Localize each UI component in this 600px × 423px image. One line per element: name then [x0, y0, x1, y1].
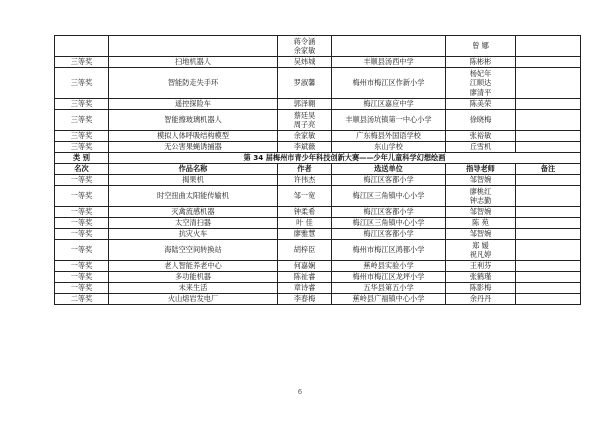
table-cell: 多功能机器 [109, 272, 278, 283]
table-cell: 一等奖 [55, 207, 109, 218]
table-cell: 张裕敏 [446, 131, 516, 142]
cell-line: 蒋令涵 [293, 36, 316, 46]
table-cell [516, 57, 581, 68]
table-cell: 梅江区三角镇中心小学 [332, 186, 446, 207]
table-cell: 东山学校 [332, 142, 446, 153]
table-cell [516, 207, 581, 218]
table-row [55, 131, 581, 142]
table-cell [516, 272, 581, 283]
cell-line: 江顺达 [469, 78, 492, 88]
table-row [55, 272, 581, 283]
table-cell: 时空扭曲太阳能传输机 [109, 186, 278, 207]
header-teacher: 指导老师 [446, 164, 516, 175]
table-cell: 徐晓梅 [446, 110, 516, 131]
table-cell: 蕉岭县实验小学 [332, 261, 446, 272]
table-cell [278, 110, 332, 131]
table-cell: 陈影梅 [446, 283, 516, 294]
table-cell: 丘雪机 [446, 142, 516, 153]
table-row [55, 57, 581, 68]
cell-line: 周子亮 [293, 120, 316, 129]
table-cell: 陈彬彬 [446, 57, 516, 68]
table-cell: 李春梅 [278, 294, 332, 305]
header-author: 作者 [278, 164, 332, 175]
cell-line: 钟志勤 [469, 196, 492, 205]
table-cell: 未来生活 [109, 283, 278, 294]
table-cell: 丰顺县汤坑镇第一中心小学 [332, 110, 446, 131]
table-cell [109, 36, 278, 57]
table-cell: 余丹丹 [446, 294, 516, 305]
table-cell [516, 99, 581, 110]
table-cell: 许伟杰 [278, 175, 332, 186]
section-title: 第 34 届梅州市青少年科技创新大赛——少年儿童科学幻想绘画 [109, 153, 581, 164]
table-cell: 海陆空空间转换站 [109, 240, 278, 261]
table-cell [446, 68, 516, 99]
table-row [55, 261, 581, 272]
table-cell [516, 36, 581, 57]
table-cell [516, 261, 581, 272]
header-unit: 选送单位 [332, 164, 446, 175]
table-cell [516, 283, 581, 294]
table-cell: 余家敏 [278, 131, 332, 142]
table-cell: 太空清扫器 [109, 218, 278, 229]
table-cell: 一等奖 [55, 218, 109, 229]
table-cell: 一等奖 [55, 240, 109, 261]
cell-line: 杨妃年 [469, 68, 492, 78]
table-cell: 陈 苑 [446, 218, 516, 229]
table-cell: 五华县第五小学 [332, 283, 446, 294]
table-cell: 火山熔岩发电厂 [109, 294, 278, 305]
table-cell: 梅江区客都小学 [332, 229, 446, 240]
table-cell: 梅州市梅江区龙坪小学 [332, 272, 446, 283]
table-row [55, 229, 581, 240]
table-header-row [55, 164, 581, 175]
table-cell: 章诗睿 [278, 283, 332, 294]
table-cell: 一等奖 [55, 175, 109, 186]
table-cell: 扫地机器人 [109, 57, 278, 68]
table-cell: 曾 娜 [446, 36, 516, 57]
table-row [55, 36, 581, 57]
table-cell [516, 294, 581, 305]
table-cell: 郭泽翱 [278, 99, 332, 110]
table-cell: 叶 佳 [278, 218, 332, 229]
table-cell: 三等奖 [55, 131, 109, 142]
table-cell: 老人智能养老中心 [109, 261, 278, 272]
table-cell: 灭禽流感机器 [109, 207, 278, 218]
table-cell [516, 218, 581, 229]
table-cell: 一等奖 [55, 261, 109, 272]
cell-line: 廖桃红 [469, 186, 492, 196]
table-cell: 一等奖 [55, 229, 109, 240]
table-row [55, 294, 581, 305]
table-cell [516, 131, 581, 142]
table-cell: 梅江区客都小学 [332, 175, 446, 186]
awards-table [54, 35, 581, 305]
header-remark: 备注 [516, 164, 581, 175]
table-cell: 邹智婉 [446, 229, 516, 240]
table-cell: 遥控探险车 [109, 99, 278, 110]
table-cell [332, 36, 446, 57]
table-cell [516, 175, 581, 186]
table-cell [516, 68, 581, 99]
table-cell: 广东梅县外国语学校 [332, 131, 446, 142]
table-cell [446, 240, 516, 261]
table-cell: 梅州市梅江区作新小学 [332, 68, 446, 99]
table-row [55, 240, 581, 261]
table-cell: 何嘉娴 [278, 261, 332, 272]
table-cell: 钟柔希 [278, 207, 332, 218]
table-cell: 一等奖 [55, 186, 109, 207]
table-row [55, 68, 581, 99]
table-cell: 一等奖 [55, 272, 109, 283]
table-cell: 陈祉睿 [278, 272, 332, 283]
table-cell: 梅州市梅江区鸿都小学 [332, 240, 446, 261]
table-cell: 抗灾火车 [109, 229, 278, 240]
table-cell: 丰顺县汤西中学 [332, 57, 446, 68]
table-cell: 胡梓臣 [278, 240, 332, 261]
table-cell: 智能擦玻璃机器人 [109, 110, 278, 131]
table-cell: 邹智婉 [446, 207, 516, 218]
section-band [55, 153, 581, 164]
table-cell: 智能防走失手环 [109, 68, 278, 99]
table-cell [516, 186, 581, 207]
table-cell: 三等奖 [55, 68, 109, 99]
table-row [55, 207, 581, 218]
table-cell: 王利芬 [446, 261, 516, 272]
cell-line: 廖清平 [469, 87, 492, 97]
table-cell: 张鹤瑾 [446, 272, 516, 283]
page-number: 6 [297, 388, 303, 396]
table-cell: 梅江区三角镇中心小学 [332, 218, 446, 229]
table-cell: 梅江区客都小学 [332, 207, 446, 218]
table-cell: 廖雅慧 [278, 229, 332, 240]
table-cell [516, 240, 581, 261]
table-cell: 吴炜城 [278, 57, 332, 68]
table-cell [516, 142, 581, 153]
table-cell: 一等奖 [55, 283, 109, 294]
table-cell: 无公害果蝇诱捕器 [109, 142, 278, 153]
table-cell [516, 110, 581, 131]
table-cell: 揭果机 [109, 175, 278, 186]
category-label: 类 别 [55, 153, 109, 164]
table-cell [278, 36, 332, 57]
table-cell: 模拟人体呼吸结构模型 [109, 131, 278, 142]
table-cell: 梅江区嘉应中学 [332, 99, 446, 110]
table-cell [55, 36, 109, 57]
header-rank: 名次 [55, 164, 109, 175]
table-cell: 邹一宽 [278, 186, 332, 207]
table-cell: 三等奖 [55, 57, 109, 68]
table-cell: 三等奖 [55, 110, 109, 131]
table-cell: 二等奖 [55, 294, 109, 305]
cell-line: 祝凡婷 [469, 250, 492, 259]
table-row [55, 283, 581, 294]
table-cell: 三等奖 [55, 142, 109, 153]
table-row [55, 110, 581, 131]
header-work: 作品名称 [109, 164, 278, 175]
table-row [55, 186, 581, 207]
cell-line: 余家敏 [293, 46, 316, 55]
table-row [55, 142, 581, 153]
table-cell: 李斌薇 [278, 142, 332, 153]
table-cell: 邹智婉 [446, 175, 516, 186]
cell-line: 郑 嫒 [472, 240, 489, 250]
table-cell [446, 186, 516, 207]
table-row [55, 218, 581, 229]
table-cell [516, 229, 581, 240]
cell-line: 蔡廷昊 [293, 110, 316, 120]
table-cell: 蕉岭县广福镇中心小学 [332, 294, 446, 305]
table-cell: 陈美荣 [446, 99, 516, 110]
table-row [55, 175, 581, 186]
table-cell: 罗淑馨 [278, 68, 332, 99]
table-row [55, 99, 581, 110]
table-cell: 三等奖 [55, 99, 109, 110]
